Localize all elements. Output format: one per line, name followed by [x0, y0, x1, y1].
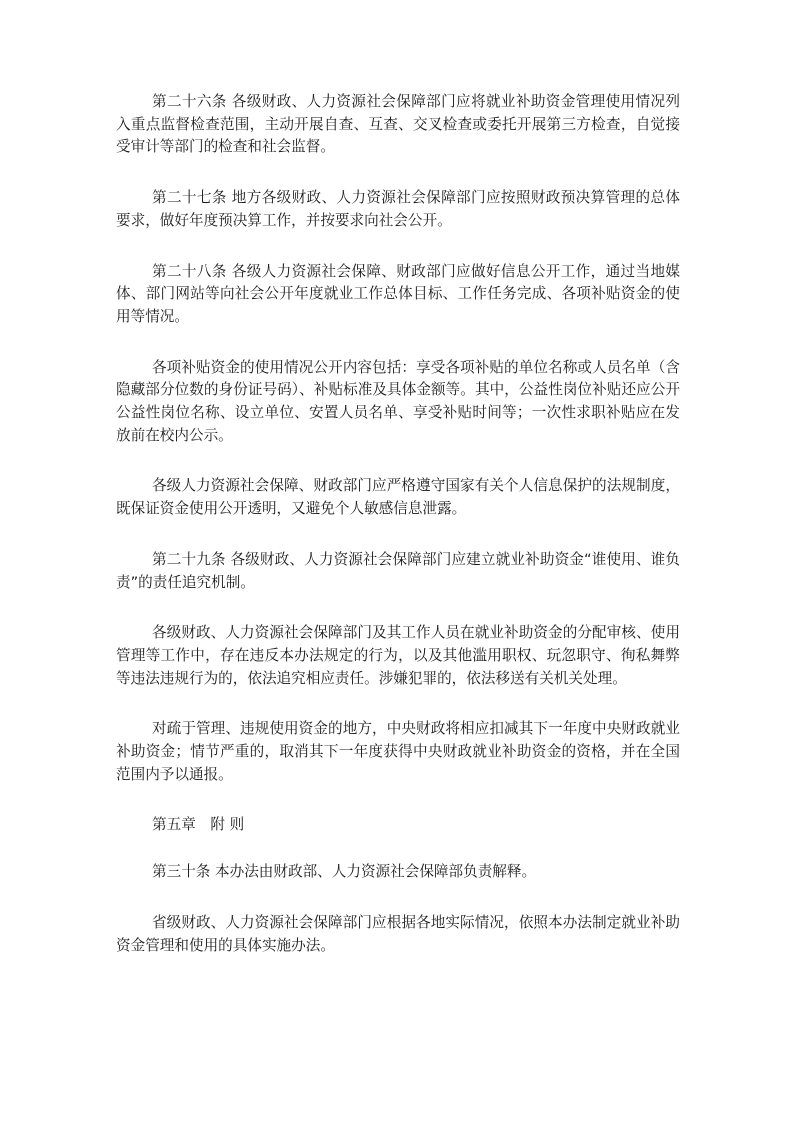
subsidy-disclosure-paragraph: 各项补贴资金的使用情况公开内容包括：享受各项补贴的单位名称或人员名单（含隐藏部分位数的身份证号码）、补贴标准及具体金额等。其中，公益性岗位补贴还应公开公益性岗位名称、设立单位、安置人员名单、享受补贴时间等；一次性求职补贴应在发放前在校内公示。: [116, 358, 680, 444]
penalty-paragraph: 对疏于管理、违规使用资金的地方，中央财政将相应扣减其下一年度中央财政就业补助资金；情节严重的，取消其下一年度获得中央财政就业补助资金的资格，并在全国范围内予以通报。: [116, 720, 680, 783]
privacy-protection-paragraph: 各级人力资源社会保障、财政部门应严格遵守国家有关个人信息保护的法规制度，既保证资金使用公开透明，又避免个人敏感信息泄露。: [116, 477, 680, 518]
article-27: 第二十七条 地方各级财政、人力资源社会保障部门应按照财政预决算管理的总体要求，做好年度预决算工作，并按要求向社会公开。: [116, 189, 680, 229]
article-30: 第三十条 本办法由财政部、人力资源社会保障部负责解释。: [152, 863, 537, 881]
accountability-paragraph: 各级财政、人力资源社会保障部门及其工作人员在就业补助资金的分配审核、使用管理等工作中，存在违反本办法规定的行为，以及其他滥用职权、玩忽职守、徇私舞弊等违法违规行为的，依法追究相应责任。涉嫌犯罪的，依法移送有关机关处理。: [116, 624, 680, 687]
article-26: 第二十六条 各级财政、人力资源社会保障部门应将就业补助资金管理使用情况列入重点监督检查范围，主动开展自查、互查、交叉检查或委托开展第三方检查，自觉接受审计等部门的检查和社会监督。: [116, 93, 680, 156]
provincial-implementation-paragraph: 省级财政、人力资源社会保障部门应根据各地实际情况，依照本办法制定就业补助资金管理和使用的具体实施办法。: [116, 913, 680, 954]
document-body: [116, 91, 680, 985]
article-29: 第二十九条 各级财政、人力资源社会保障部门应建立就业补助资金“谁使用、谁负责”的责任追究机制。: [116, 550, 680, 591]
chapter-five-heading: 第五章 附 则: [152, 816, 245, 834]
article-28: 第二十八条 各级人力资源社会保障、财政部门应做好信息公开工作，通过当地媒体、部门网站等向社会公开年度就业工作总体目标、工作任务完成、各项补贴资金的使用等情况。: [116, 262, 680, 325]
